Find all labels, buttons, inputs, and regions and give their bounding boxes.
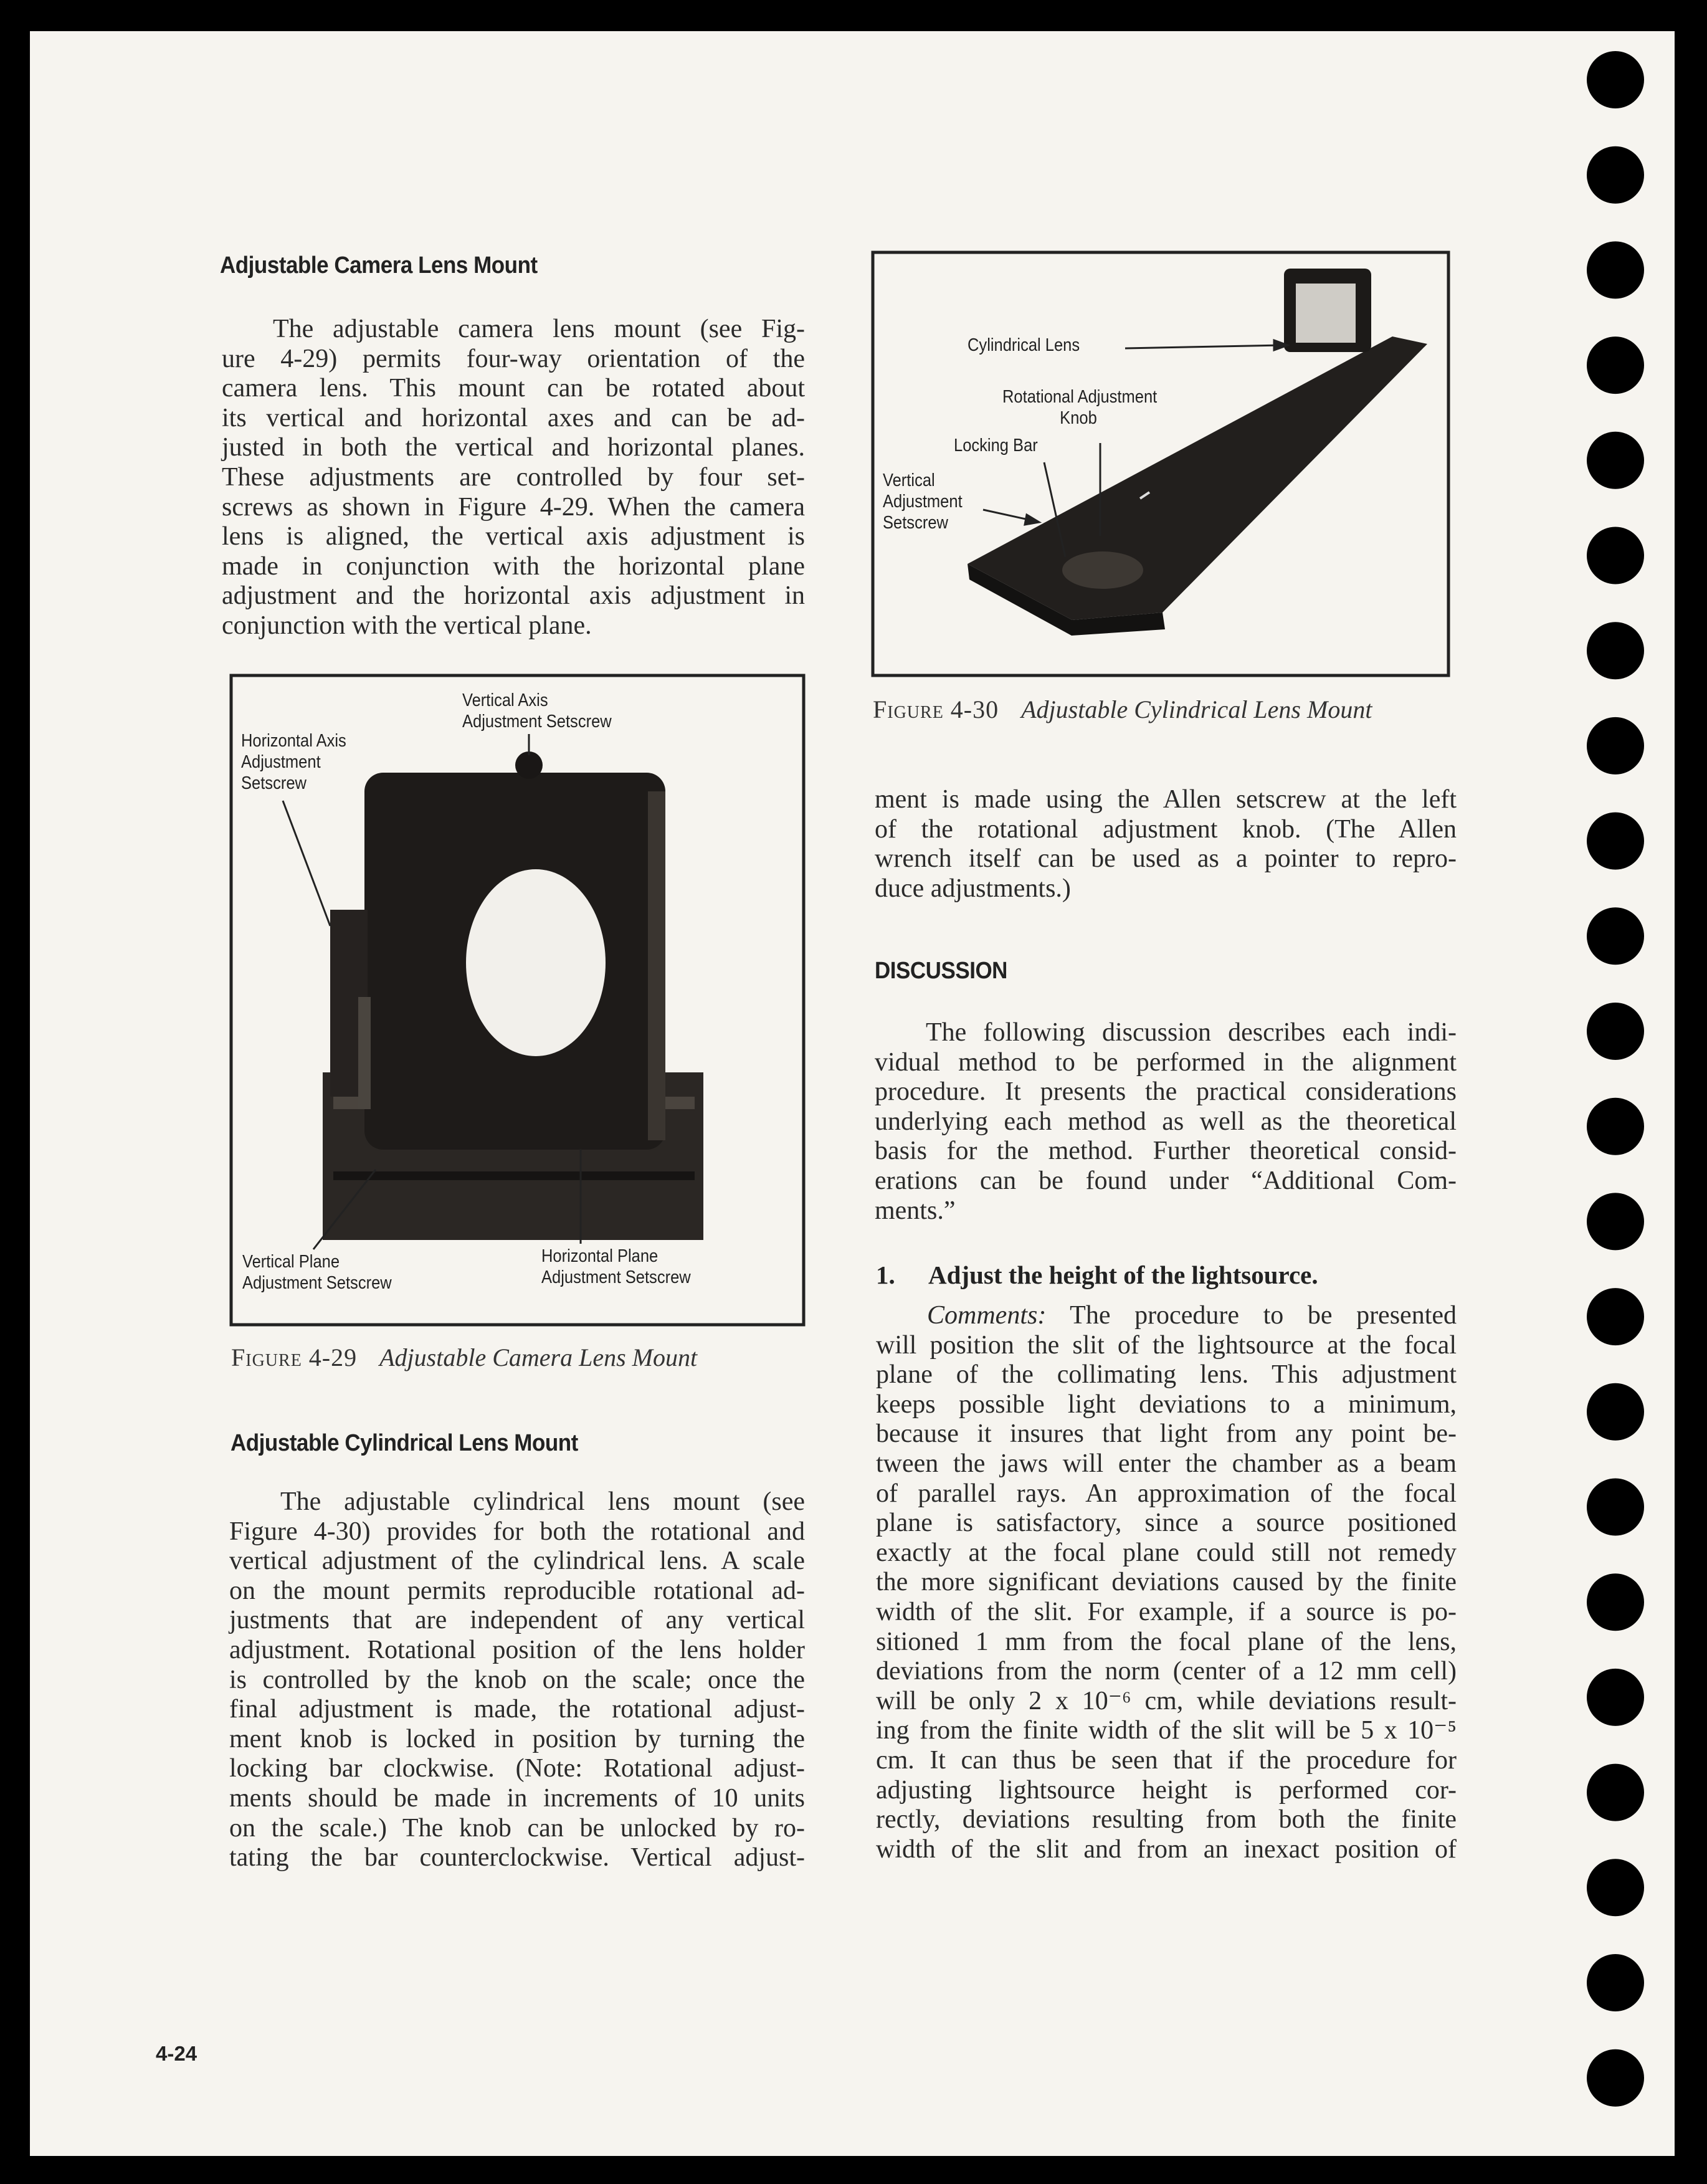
text-line: ment knob is locked in position by turning the (229, 1724, 805, 1753)
text-line: plane is satisfactory, since a source positioned (876, 1509, 1457, 1538)
text-line: of the rotational adjustment knob. (The Allen (875, 814, 1457, 844)
text-line: ments should be made in increments of 10 units (229, 1783, 805, 1813)
heading-adjustable-camera-lens-mount: Adjustable Camera Lens Mount (220, 252, 538, 279)
binder-hole (1587, 1193, 1644, 1250)
label-vertical-adjustment-setscrew: Vertical Adjustment Setscrew (883, 470, 963, 533)
heading-adjustable-cylindrical-lens-mount: Adjustable Cylindrical Lens Mount (231, 1430, 578, 1456)
text-line: adjusting lightsource height is performed cor- (876, 1775, 1457, 1805)
paragraph-comments (876, 1301, 1457, 1864)
text-line: ing from the finite width of the slit will be 5 x 10⁻⁵ (876, 1716, 1457, 1745)
text-line: tating the bar counterclockwise. Vertical adjust- (229, 1843, 805, 1872)
text-line: rectly, deviations resulting from both the finite (876, 1805, 1457, 1834)
text-line: duce adjustments.) (875, 874, 1071, 903)
text-line: on the mount permits reproducible rotational ad- (229, 1576, 805, 1605)
text-line: ments.” (875, 1196, 956, 1225)
text-line: locking bar clockwise. (Note: Rotational adjust- (229, 1754, 805, 1783)
text-line: adjustment. Rotational position of the lens holder (229, 1635, 805, 1664)
text-line: underlying each method as well as the theoretical (875, 1107, 1457, 1136)
binder-hole (1587, 622, 1644, 679)
text-line: screws as shown in Figure 4-29. When the camera (222, 492, 805, 522)
binder-hole (1587, 1859, 1644, 1916)
binder-hole (1587, 1288, 1644, 1345)
label-cylindrical-lens: Cylindrical Lens (968, 335, 1080, 355)
binder-hole (1587, 1764, 1644, 1821)
binder-hole (1587, 1669, 1644, 1726)
binder-hole (1587, 907, 1644, 965)
text-line: erations can be found under “Additional Com- (875, 1166, 1457, 1195)
text-line: Figure 4-30) provides for both the rotational and (229, 1517, 805, 1546)
text-line: tween the jaws will enter the chamber as a beam (876, 1449, 1457, 1478)
binder-hole (1587, 1098, 1644, 1155)
binder-hole (1587, 1383, 1644, 1441)
paragraph-vertical-adjustment-cont (875, 785, 1457, 904)
text-line: These adjustments are controlled by four set- (222, 462, 805, 492)
text-line: justed in both the vertical and horizontal planes. (222, 433, 805, 462)
text-line: will position the slit of the lightsource at the focal (876, 1330, 1457, 1360)
comments-label: Comments: (927, 1301, 1047, 1330)
text-line: justments that are independent of any vertical (229, 1606, 805, 1635)
heading-discussion: DISCUSSION (875, 958, 1007, 984)
text-line: plane of the collimating lens. This adjustment (876, 1360, 1457, 1390)
text-line: adjustment and the horizontal axis adjustment in (222, 581, 805, 611)
text-line: its vertical and horizontal axes and can be ad- (222, 403, 805, 432)
text-line: made in conjunction with the horizontal plane (222, 551, 805, 581)
label-horizontal-axis-setscrew: Horizontal Axis Adjustment Setscrew (241, 731, 346, 793)
text-line: because it insures that light from any point be- (876, 1419, 1457, 1449)
text-line: conjunction with the vertical plane. (222, 611, 592, 640)
binder-hole (1587, 51, 1644, 108)
item-1-heading (876, 1260, 1318, 1290)
binder-hole (1587, 432, 1644, 489)
text-line: vertical adjustment of the cylindrical lens. A scale (229, 1547, 805, 1576)
text-line: final adjustment is made, the rotational adjust- (229, 1695, 805, 1724)
text-line: deviations from the norm (center of a 12 mm cell) (876, 1657, 1457, 1686)
binder-hole (1587, 1954, 1644, 2011)
binder-hole (1587, 336, 1644, 394)
text-line: procedure. It presents the practical considerations (875, 1077, 1457, 1107)
binder-holes (1587, 51, 1644, 2107)
binder-hole (1587, 717, 1644, 775)
text-line: lens is aligned, the vertical axis adjustment is (222, 522, 805, 551)
text-line: width of the slit. For example, if a source is po- (876, 1597, 1457, 1626)
binder-hole (1587, 241, 1644, 298)
text-line: camera lens. This mount can be rotated about (222, 374, 805, 403)
caption-number: Figure 4-29 (231, 1343, 358, 1371)
figure-4-29-caption (231, 1343, 697, 1372)
label-locking-bar: Locking Bar (954, 436, 1038, 455)
binder-hole (1587, 813, 1644, 870)
text-line: on the scale.) The knob can be unlocked by ro- (229, 1813, 805, 1843)
page-number: 4-24 (156, 2042, 197, 2065)
text-line: exactly at the focal plane could still not remedy (876, 1538, 1457, 1567)
text-line: The following discussion describes each indi- (926, 1018, 1457, 1047)
camera-lens-mount-photo (323, 751, 703, 1240)
text-line: Comments: The procedure to be presented (927, 1301, 1457, 1330)
text-line: ment is made using the Allen setscrew at the left (875, 785, 1457, 814)
binder-hole (1587, 527, 1644, 584)
paragraph-cylindrical-lens-mount (229, 1487, 805, 1873)
binder-hole (1587, 1003, 1644, 1060)
text-line: of parallel rays. An approximation of the focal (876, 1479, 1457, 1508)
text-line: The adjustable cylindrical lens mount (see (280, 1487, 805, 1516)
text-line: keeps possible light deviations to a minimum, (876, 1390, 1457, 1419)
binder-hole (1587, 2049, 1644, 2107)
text-line: width of the slit and from an inexact position of (876, 1834, 1457, 1864)
label-rotational-adjustment-knob: Rotational Adjustment Knob (1002, 387, 1158, 428)
paragraph-discussion (875, 1018, 1457, 1226)
text-line: the more significant deviations caused by the finite (876, 1568, 1457, 1597)
text-line: The adjustable camera lens mount (see Fig- (273, 315, 805, 343)
caption-title: Adjustable Cylindrical Lens Mount (1021, 695, 1372, 723)
text-line: wrench itself can be used as a pointer to repro- (875, 844, 1457, 874)
text-line: is controlled by the knob on the scale; once the (229, 1665, 805, 1694)
text-line: will be only 2 x 10⁻⁶ cm, while deviations result- (876, 1686, 1457, 1715)
binder-hole (1587, 1573, 1644, 1631)
label-vertical-plane-setscrew: Vertical Plane Adjustment Setscrew (242, 1252, 392, 1293)
figure-4-30-caption (873, 695, 1372, 724)
paragraph-camera-lens-mount (222, 315, 805, 641)
text-line: cm. It can thus be seen that if the procedure for (876, 1745, 1457, 1775)
caption-number: Figure 4-30 (873, 695, 999, 723)
text-line: basis for the method. Further theoretical consid- (875, 1137, 1457, 1166)
text-line: sitioned 1 mm from the focal plane of the lens, (876, 1627, 1457, 1656)
text-line: ure 4-29) permits four-way orientation of the (222, 344, 805, 373)
binder-hole (1587, 146, 1644, 204)
item-number: 1. (876, 1261, 895, 1289)
label-vertical-axis-setscrew: Vertical Axis Adjustment Setscrew (462, 690, 612, 732)
text-line: vidual method to be performed in the alignment (875, 1047, 1457, 1077)
label-horizontal-plane-setscrew: Horizontal Plane Adjustment Setscrew (541, 1246, 691, 1287)
caption-title: Adjustable Camera Lens Mount (379, 1343, 698, 1371)
item-title: Adjust the height of the lightsource. (928, 1261, 1318, 1289)
binder-hole (1587, 1479, 1644, 1536)
